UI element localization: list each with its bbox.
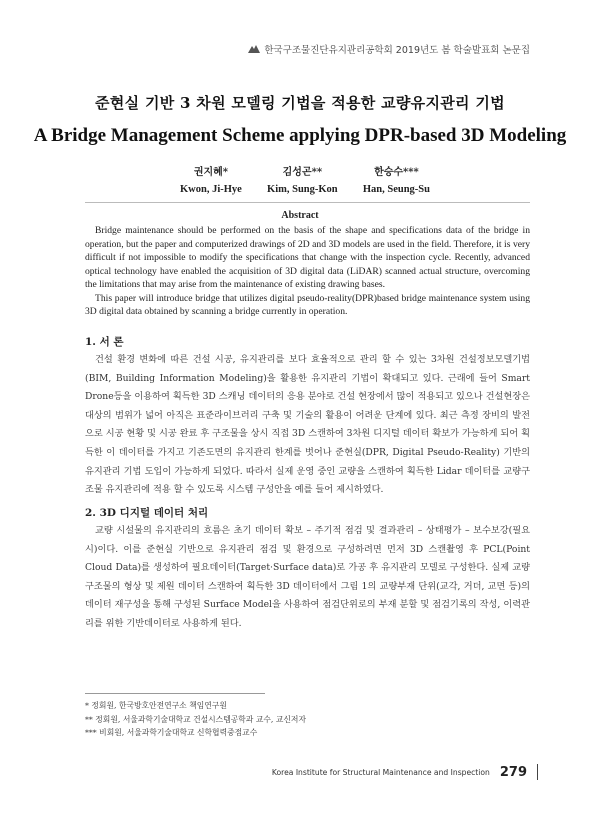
header-divider: [85, 202, 530, 203]
abstract-paragraph-2: This paper will introduce bridge that utilizes digital pseudo-reality(DPR)based bridge maintenance system using 3D digital data obtained by scanning a bridge currently in operation.: [85, 292, 530, 317]
footnote-1: * 정회원, 한국방호안전연구소 책임연구원: [85, 701, 227, 710]
author-2-english: Kim, Sung-Kon: [267, 184, 338, 195]
paper-title-english: A Bridge Management Scheme applying DPR-based 3D Modeling: [33, 125, 567, 146]
abstract-body: [85, 224, 530, 319]
section-2-body: [85, 522, 530, 634]
author-1-english: Kwon, Ji-Hye: [180, 184, 242, 195]
section-2-heading: 2. 3D 디지털 데이터 처리: [85, 507, 209, 519]
author-2-korean: 김성곤**: [282, 167, 323, 178]
footer-institution: Korea Institute for Structural Maintenance and Inspection: [271, 767, 490, 777]
author-2: [267, 164, 338, 198]
author-1-korean: 권지혜*: [193, 167, 229, 178]
footer-bar: [537, 764, 538, 780]
section-1-paragraph: 건설 환경 변화에 따른 건설 시공, 유지관리를 보다 효율적으로 관리 할 수 있는 3차원 건설정보모델기법(BIM, Building Information Modeling)을 활용한 유지관리 기법이 확대되고 있다. 근래에 들어 Smart Drone등을 이용하여 획득한 3D 스캐닝 데이터의 응용 분야로 건설 현장에서 많이 적용되고 있으나 건설현장은 대상의 범위가 넓어 아직은 표준라이브러리 구축 및 기술의 활용이 어려운 단계에 있다. 최근 측정 장비의 발전으로 시공 현황 및 시공 완료 후 구조물을 상시 직접 3D 스캔하여 3차원 디지털 데이터 확보가 가능하게 되어 획득한 이 데이터를 가지고 기존도면의 유지관리 한계를 벗어나 준현실(DPR, Digital Pseudo-Reality) 기반의 유지관리 기법 도입이 가능하게 되었다. 따라서 실제 운영 중인 교량을 스캔하여 획득한 Lidar 데이터를 교량구조물 유지관리에 적용 할 수 있도록 시스템 구성안을 예를 들어 제시하였다.: [85, 354, 530, 496]
author-1: [180, 164, 242, 198]
paper-title-korean: 준현실 기반 3 차원 모델링 기법을 적용한 교량유지관리 기법: [95, 94, 505, 112]
journal-header: [248, 42, 530, 56]
journal-header-text: 한국구조물진단유지관리공학회 2019년도 봄 학술발표회 논문집: [264, 45, 530, 56]
page-footer: [272, 764, 538, 780]
section-1-heading: 1. 서 론: [85, 336, 124, 348]
author-3-korean: 한승수***: [374, 167, 419, 178]
author-3: [363, 164, 430, 198]
page-number: 279: [499, 764, 527, 780]
footnotes: [85, 699, 485, 740]
abstract-heading: Abstract: [281, 210, 319, 221]
footnote-divider: [85, 693, 265, 694]
bridge-icon: [248, 44, 260, 54]
footnote-2: ** 정회원, 서울과학기술대학교 건설시스템공학과 교수, 교신저자: [85, 714, 306, 724]
author-3-english: Han, Seung-Su: [362, 184, 430, 195]
author-list: [180, 164, 430, 198]
abstract-paragraph-1: Bridge maintenance should be performed on the basis of the shape and specifications data of the bridge in operation, but the paper and computerized drawings of 2D and 3D models are used in the field. Therefore, it is very difficult if not impossible to modify the specifications that change with the inspection cycle. Recently, advanced optical technology have enabled the acquisition of 3D digital data (LiDAR) scanned actual structure, overcoming the limitations that may arise from the maintenance of existing drawing bases.: [85, 225, 530, 290]
footnote-3: *** 비회원, 서울과학기술대학교 신학협력중점교수: [85, 728, 258, 737]
section-1-body: [85, 351, 530, 500]
section-2-paragraph: 교량 시설물의 유지관리의 흐름은 초기 데이터 확보 – 주기적 점검 및 결과관리 – 상태평가 – 보수보강(필요시)이다. 이를 준현실 기반으로 유지관리 점검 및 환경으로 구성하려면 먼저 3D 스캔촬영 후 PCL(Point Cloud Data)를 생성하여 필요데이터(Target·Surface data)로 가공 후 유지관리 모델로 구성한다. 실제 교량 구조물의 형상 및 제원 데이터 스캔하여 획득한 3D 데이터에서 그림 1의 교량부재 단위(교각, 거더, 교면 등)의 데이터 재구성을 통해 구성된 Surface Model을 사용하여 점검단위로의 부재 분할 및 점검기록의 작성, 이력관리를 위한 기반데이터로 사용하게 된다.: [85, 525, 530, 629]
